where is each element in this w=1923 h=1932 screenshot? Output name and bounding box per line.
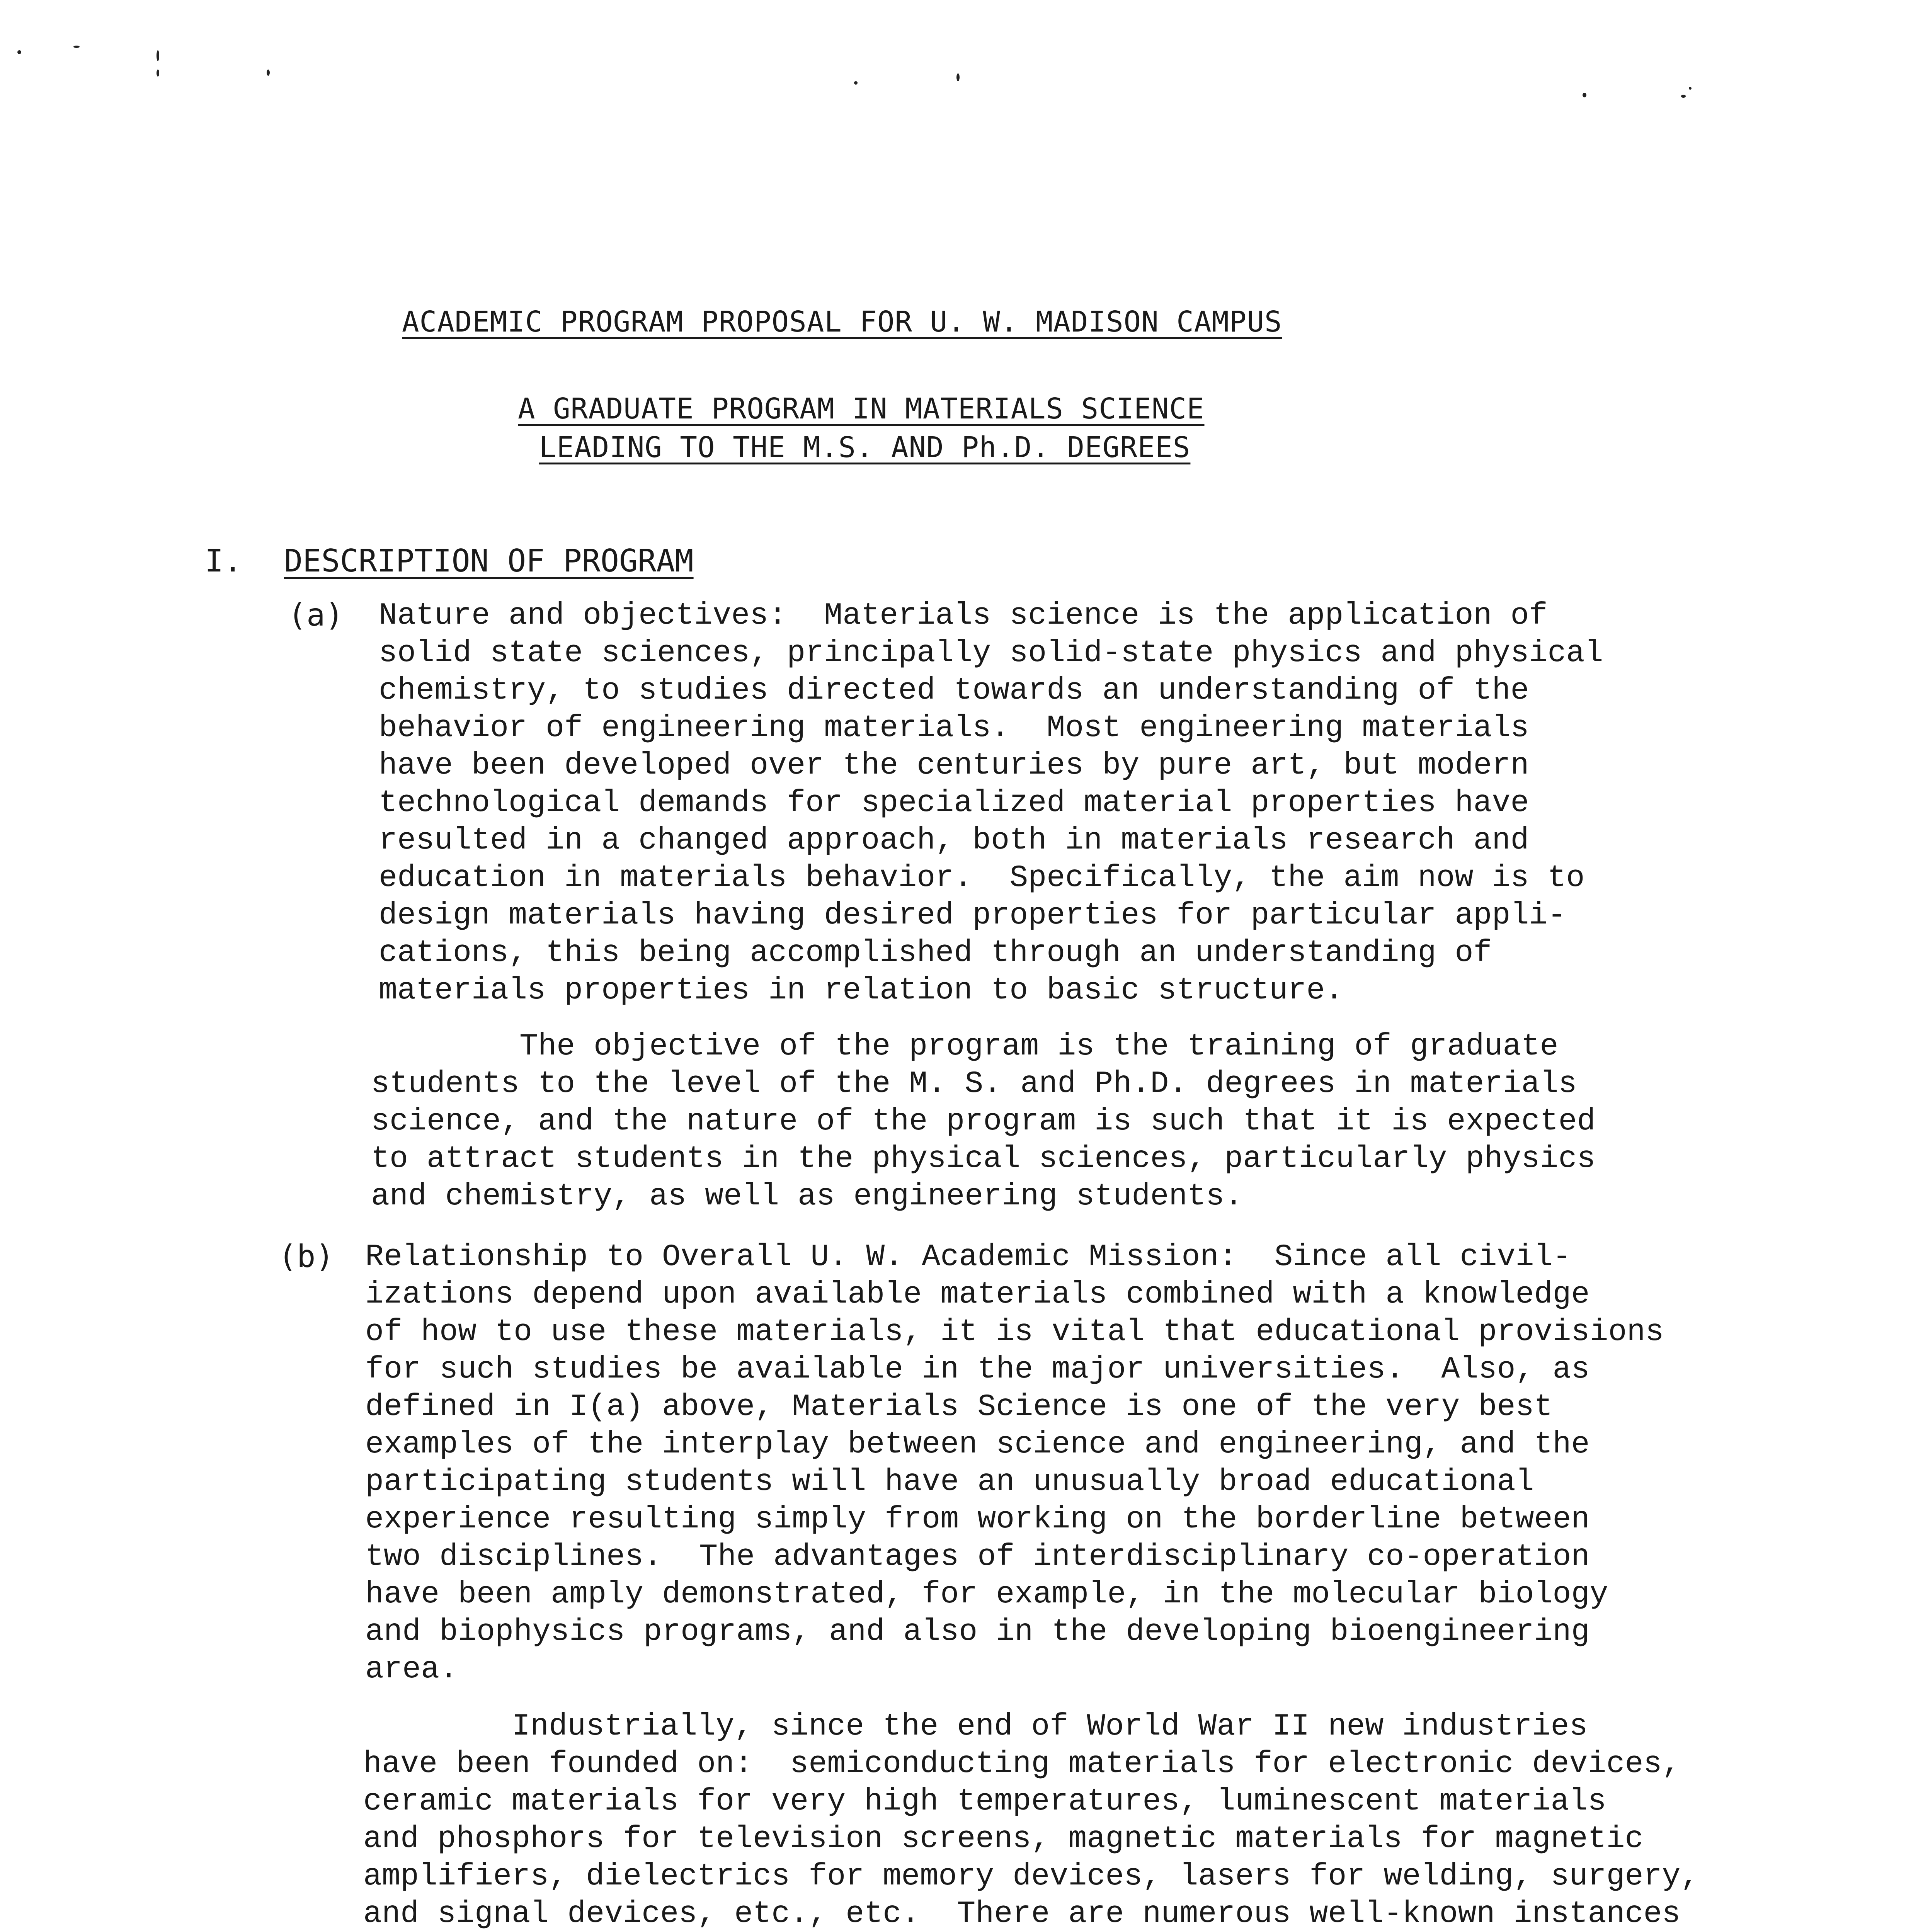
- paragraph-a-label: (a): [288, 597, 344, 633]
- paragraph-a-continuation: The objective of the program is the training of graduate students to the level of the M. S. and Ph.D. degrees in materials science, and the nature of the program is such that it is expected to attract students in the physical sciences, particularly physics and chemistry, as well as engineering students.: [371, 1029, 1596, 1214]
- scan-speck: [73, 46, 80, 48]
- document-subtitle-line-1: A GRADUATE PROGRAM IN MATERIALS SCIENCE: [518, 392, 1205, 425]
- section-number: I.: [205, 543, 242, 579]
- scan-speck: [854, 81, 858, 85]
- paragraph-b-text: Relationship to Overall U. W. Academic Mission: Since all civil- izations depend upon available materials combined with a knowledge of how to use these materials, it is vital that educational provisions for such studies be available in the major universities. Also, as defined in I(a) above, Materials Science is one of the very best examples of the interplay between science and engineering, and the participating students will have an unusually broad educational experience resulting simply from working on the borderline between two disciplines. The advantages of interdisciplinary co-operation have been amply demonstrated, for example, in the molecular biology and biophysics programs, and also in the developing bioengineering area.: [365, 1240, 1664, 1687]
- document-title: ACADEMIC PROGRAM PROPOSAL FOR U. W. MADISON CAMPUS: [402, 305, 1282, 338]
- paragraph-b-continuation: Industrially, since the end of World War II new industries have been founded on: semiconducting materials for electronic devices, ceramic materials for very high temperatures, luminescent materials and phosphors for television screens, magnetic materials for magnetic amplifiers, dielectrics for memory devices, lasers for welding, surgery, and signal devices, etc., etc. There are numerous well-known instances: [363, 1709, 1699, 1932]
- scan-speck: [956, 73, 960, 81]
- scan-speck: [1583, 93, 1586, 97]
- section-heading: DESCRIPTION OF PROGRAM: [284, 543, 694, 579]
- document-subtitle-line-2: LEADING TO THE M.S. AND Ph.D. DEGREES: [539, 431, 1191, 464]
- scan-speck: [1681, 95, 1686, 98]
- scan-speck: [267, 70, 270, 76]
- scan-speck: [157, 50, 159, 61]
- paragraph-b-label: (b): [278, 1238, 334, 1274]
- scan-speck: [1689, 87, 1692, 90]
- scan-speck: [17, 50, 21, 54]
- scan-speck: [157, 70, 159, 77]
- paragraph-a-text: Nature and objectives: Materials science is the application of solid state sciences, principally solid-state physics and physical chemistry, to studies directed towards an understanding of the behavior of engineering materials. Most engineering materials have been developed over the centuries by pure art, but modern technological demands for specialized material properties have resulted in a changed approach, both in materials research and education in materials behavior. Specifically, the aim now is to design materials having desired properties for particular appli- cations, this being accomplished through an understanding of materials properties in relation to basic structure.: [379, 598, 1603, 1008]
